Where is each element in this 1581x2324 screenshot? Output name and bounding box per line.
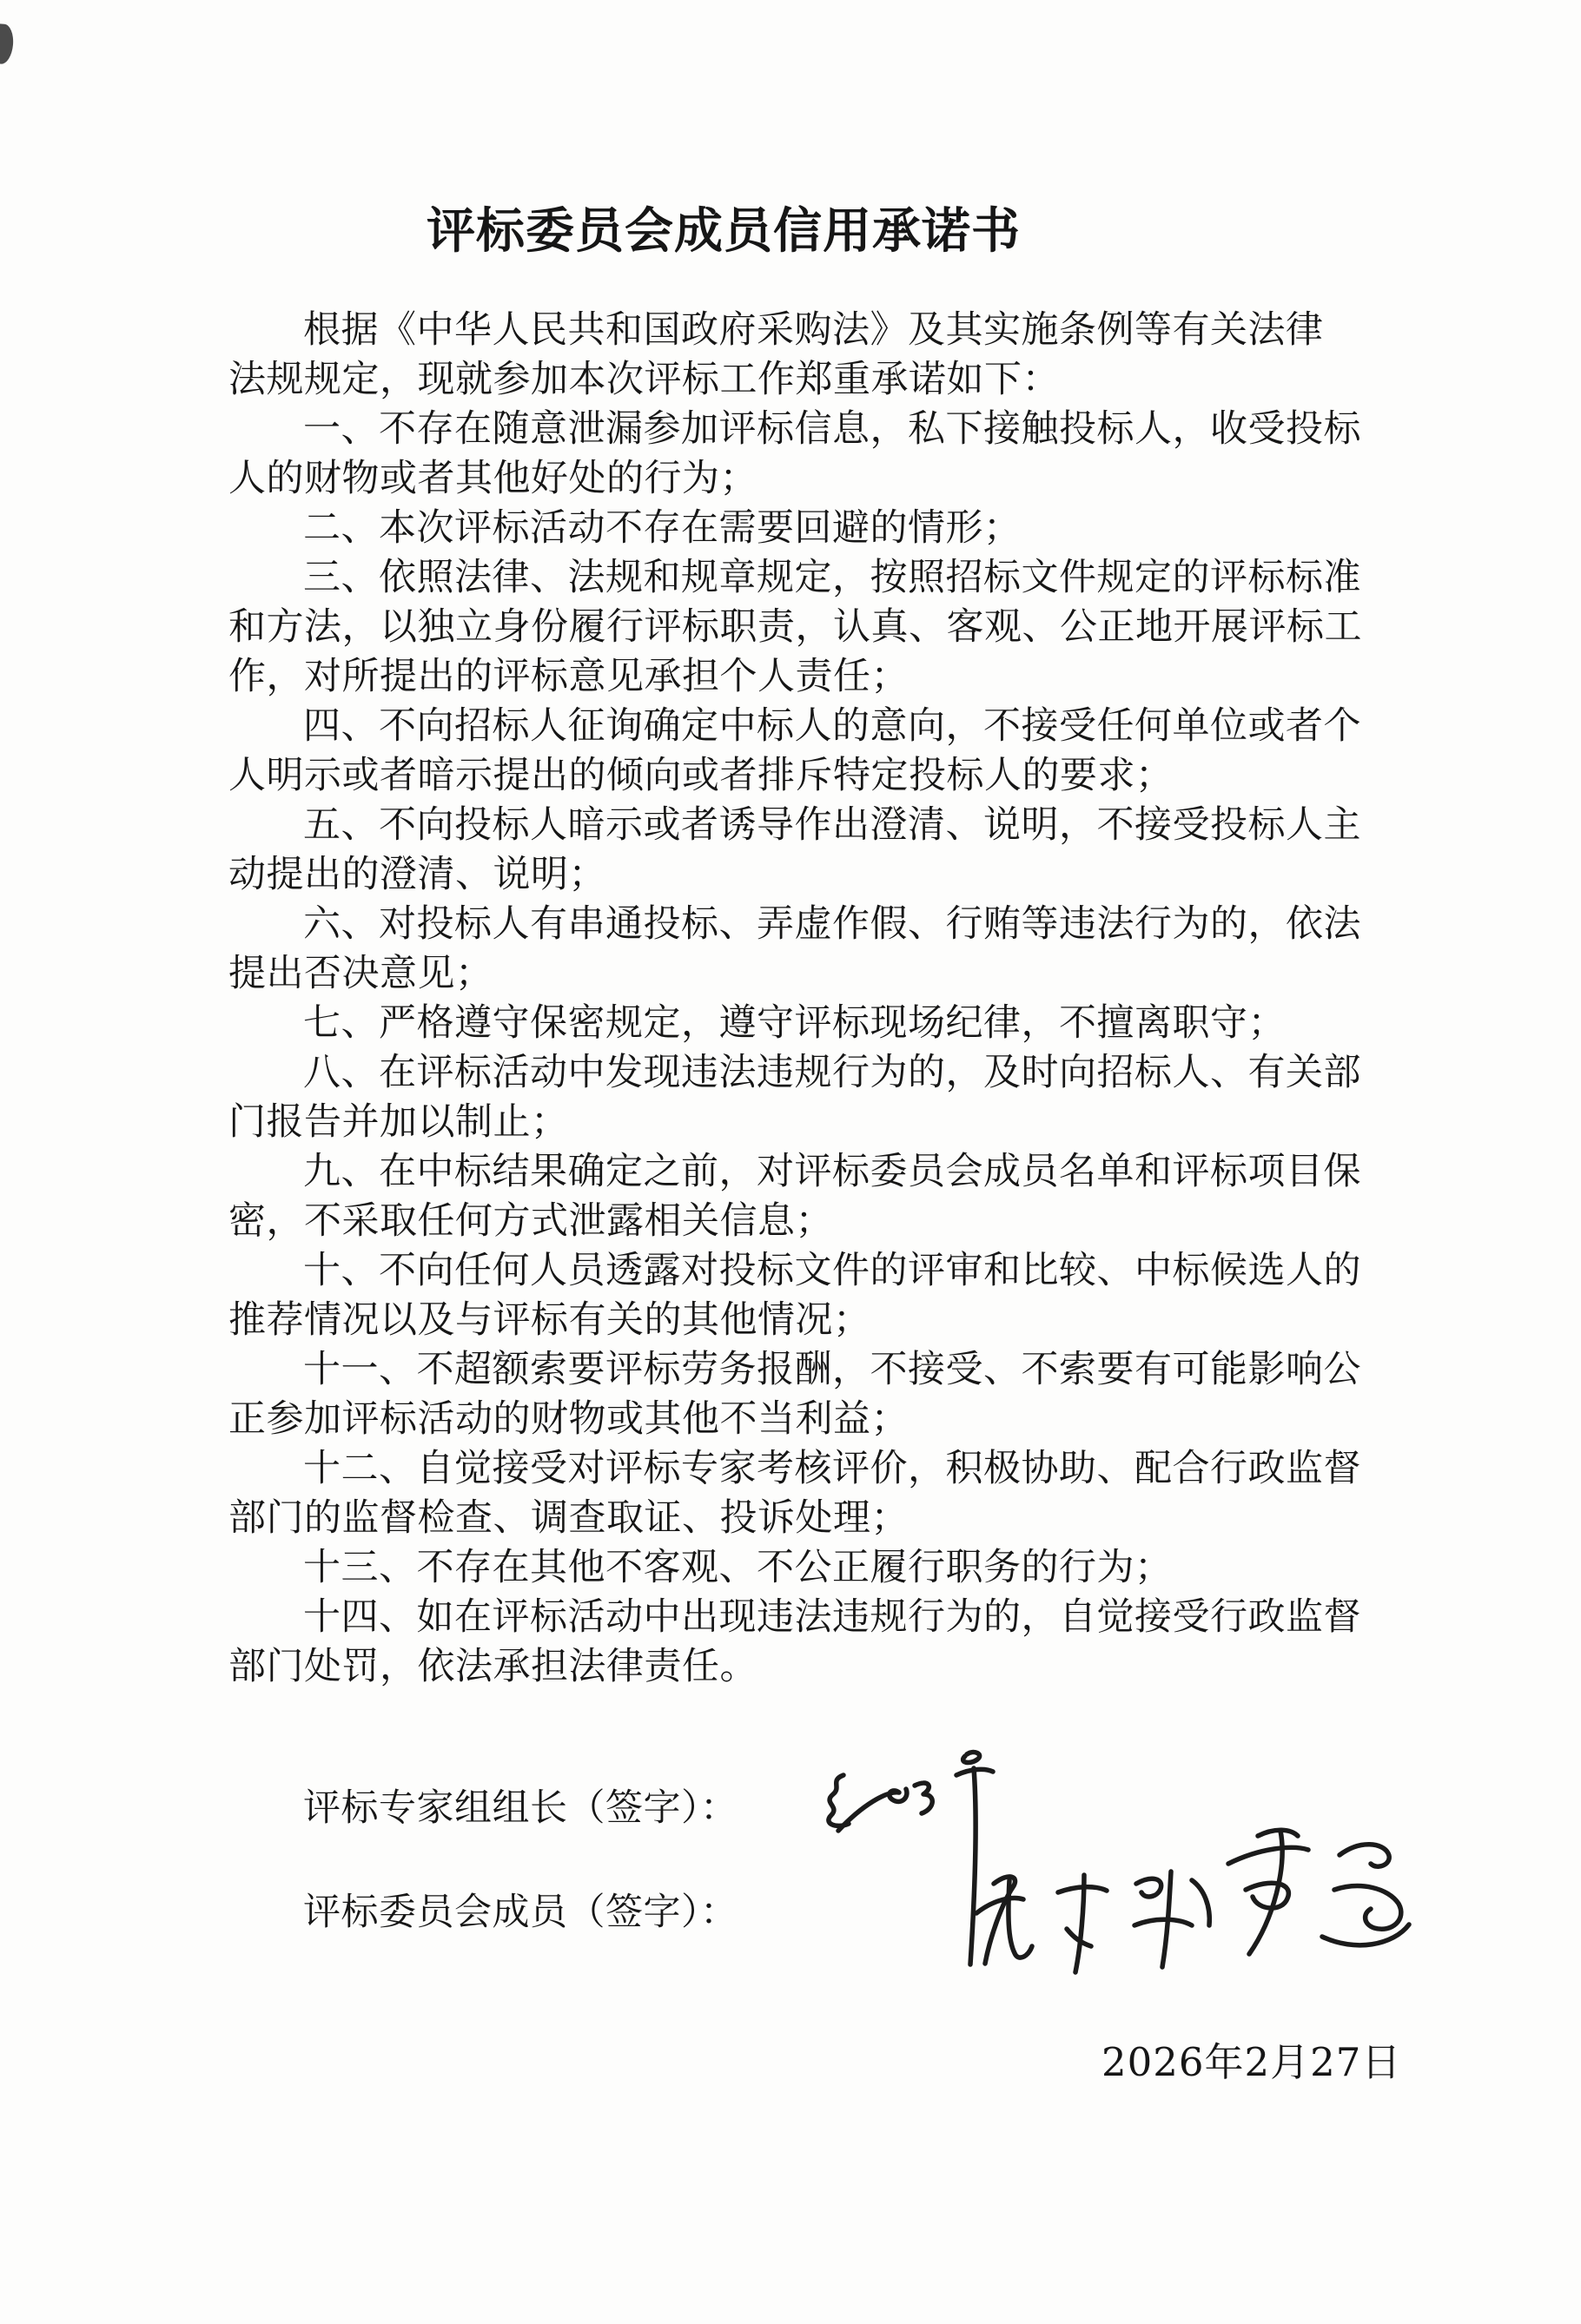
body-line: 四、不向招标人征询确定中标人的意向，不接受任何单位或者个 <box>303 704 1361 748</box>
handwritten-signature-member-1 <box>964 1845 1225 1993</box>
body-line: 法规规定，现就参加本次评标工作郑重承诺如下： <box>228 358 1060 401</box>
body-line: 根据《中华人民共和国政府采购法》及其实施条例等有关法律 <box>303 308 1324 352</box>
body-line: 门报告并加以制止； <box>228 1100 569 1144</box>
body-line: 十一、不超额索要评标劳务报酬，不接受、不索要有可能影响公 <box>303 1348 1361 1391</box>
body-line: 推荐情况以及与评标有关的其他情况； <box>228 1298 871 1342</box>
body-line: 五、不向投标人暗示或者诱导作出澄清、说明，不接受投标人主 <box>303 803 1361 847</box>
body-line: 十二、自觉接受对评标专家考核评价，积极协助、配合行政监督 <box>303 1447 1361 1490</box>
body-line: 人明示或者暗示提出的倾向或者排斥特定投标人的要求； <box>228 754 1174 797</box>
body-line: 提出否决意见； <box>228 952 493 995</box>
body-line: 部门处罚，依法承担法律责任。 <box>228 1645 757 1688</box>
body-line: 六、对投标人有串通投标、弄虚作假、行贿等违法行为的，依法 <box>303 902 1361 946</box>
body-line: 正参加评标活动的财物或其他不当利益； <box>228 1397 909 1441</box>
leader-signature-label: 评标专家组组长（签字）： <box>303 1786 738 1830</box>
body-line: 九、在中标结果确定之前，对评标委员会成员名单和评标项目保 <box>303 1150 1361 1193</box>
body-line: 十、不向任何人员透露对投标文件的评审和比较、中标候选人的 <box>303 1249 1361 1292</box>
document-title: 评标委员会成员信用承诺书 <box>427 202 1021 260</box>
body-line: 三、依照法律、法规和规章规定，按照招标文件规定的评标标准 <box>303 556 1361 599</box>
body-line: 和方法，以独立身份履行评标职责，认真、客观、公正地开展评标工 <box>228 605 1362 649</box>
body-lines <box>228 306 1366 1692</box>
body-line: 二、本次评标活动不存在需要回避的情形； <box>303 506 1022 550</box>
body-line: 十四、如在评标活动中出现违法违规行为的，自觉接受行政监督 <box>303 1595 1361 1639</box>
document-date: 2026年2月27日 <box>1101 2039 1402 2085</box>
members-signature-label: 评标委员会成员（签字）： <box>303 1891 738 1934</box>
body-line: 七、严格遵守保密规定，遵守评标现场纪律，不擅离职守； <box>303 1001 1286 1045</box>
body-line: 八、在评标活动中发现违法违规行为的，及时向招标人、有关部 <box>303 1051 1361 1094</box>
body-line: 人的财物或者其他好处的行为； <box>228 457 757 500</box>
body-line: 密，不采取任何方式泄露相关信息； <box>228 1199 833 1243</box>
body-line: 部门的监督检查、调查取证、投诉处理； <box>228 1496 909 1540</box>
scan-edge-artifact <box>0 23 15 64</box>
body-line: 动提出的澄清、说明； <box>228 853 606 896</box>
body-line: 作，对所提出的评标意见承担个人责任； <box>228 655 909 698</box>
body-line: 一、不存在随意泄漏参加评标信息，私下接触投标人，收受投标 <box>303 407 1361 451</box>
body-line: 十三、不存在其他不客观、不公正履行职务的行为； <box>303 1546 1173 1589</box>
handwritten-signature-member-2 <box>1207 1806 1425 1989</box>
